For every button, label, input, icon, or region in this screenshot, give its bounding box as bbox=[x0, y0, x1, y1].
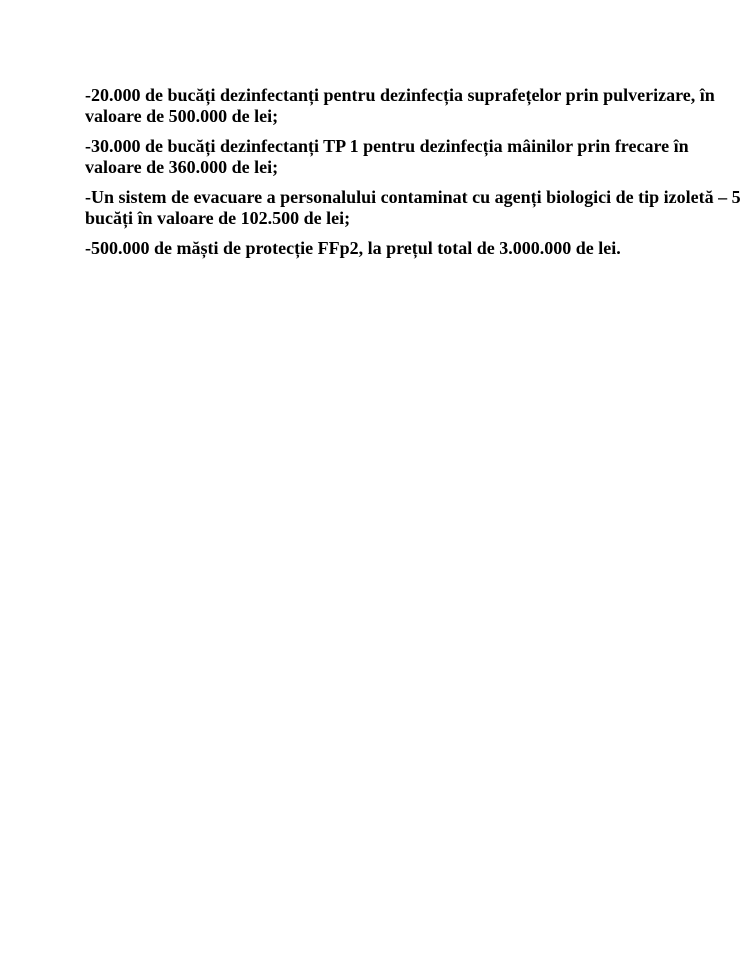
text-line: valoare de 500.000 de lei; bbox=[85, 106, 279, 126]
list-item-evacuation-system bbox=[85, 187, 741, 229]
text-line: bucăți în valoare de 102.500 de lei; bbox=[85, 208, 351, 228]
text-line: -20.000 de bucăți dezinfectanți pentru dezinfecția suprafețelor prin pulverizare, în bbox=[85, 85, 715, 105]
list-item-disinfectants-hands bbox=[85, 136, 710, 178]
text-line: valoare de 360.000 de lei; bbox=[85, 157, 279, 177]
text-line: -30.000 de bucăți dezinfectanți TP 1 pentru dezinfecția mâinilor prin frecare în bbox=[85, 136, 689, 156]
list-item-protection-masks bbox=[85, 238, 710, 259]
text-line: -Un sistem de evacuare a personalului contaminat cu agenți biologici de tip izoletă – 5 bbox=[85, 187, 741, 207]
text-line: -500.000 de măști de protecție FFp2, la prețul total de 3.000.000 de lei. bbox=[85, 238, 621, 258]
list-item-disinfectants-surfaces bbox=[85, 85, 715, 127]
document-content bbox=[85, 85, 741, 268]
